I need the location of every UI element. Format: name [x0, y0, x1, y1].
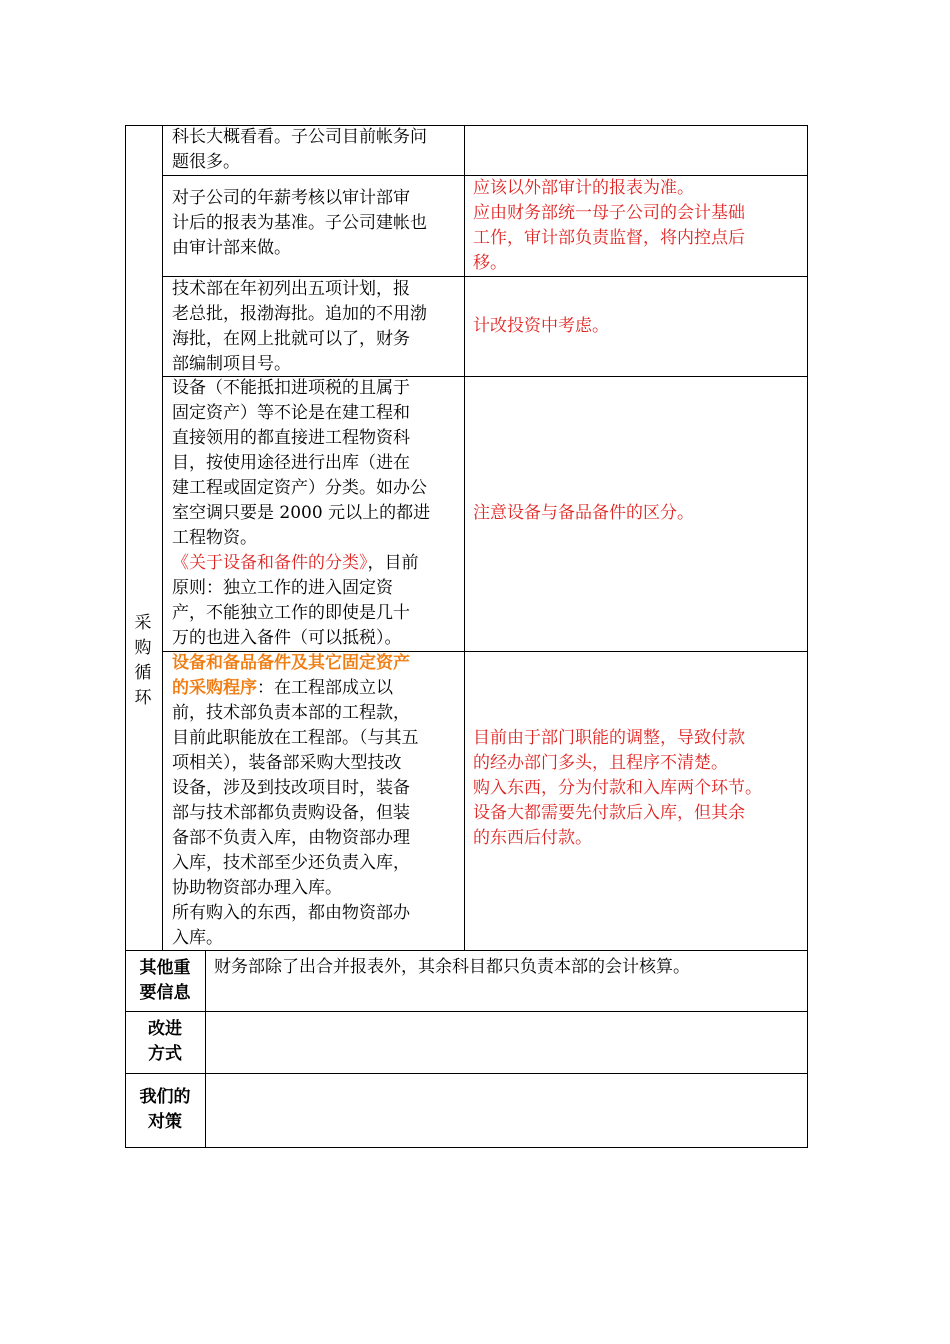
- footer-header-text: 改进: [148, 1019, 182, 1039]
- comment-text-line: 的东西后付款。: [473, 828, 592, 848]
- body-text-line: [172, 551, 419, 576]
- section-label-char: 循: [134, 663, 152, 683]
- body-text-line: 备部不负责入库，由物资部办理: [172, 828, 410, 848]
- body-text-line: 入库。: [172, 928, 223, 948]
- body-text-line: 入库，技术部至少还负责入库，: [172, 853, 410, 873]
- procedure-heading: 设备和备品备件及其它固定资产: [172, 653, 410, 673]
- body-text-line: 原则：独立工作的进入固定资: [172, 578, 393, 598]
- section-label-char: 购: [134, 638, 152, 658]
- body-text-line: 直接领用的都直接进工程物资科: [172, 428, 410, 448]
- comment-text-line: 移。: [473, 253, 507, 273]
- section-label-char: 环: [134, 688, 152, 708]
- comment-text-line: 应由财务部统一母子公司的会计基础: [473, 203, 745, 223]
- body-text-line: 前，技术部负责本部的工程款，: [172, 703, 410, 723]
- body-text-line: 目，按使用途径进行出库（进在: [172, 453, 410, 473]
- body-text-line: 项相关），装备部采购大型技改: [172, 753, 402, 773]
- footer-header-text: 我们的: [139, 1087, 191, 1107]
- body-text-line: 题很多。: [172, 152, 240, 172]
- body-text-line: 计后的报表为基准。子公司建帐也: [172, 213, 427, 233]
- body-text-line: 工程物资。: [172, 528, 257, 548]
- procedure-heading: 的采购程序: [172, 678, 257, 698]
- comment-text-line: 注意设备与备品备件的区分。: [473, 503, 694, 523]
- comment-text-line: 计改投资中考虑。: [473, 316, 609, 336]
- footer-header-text: 其他重: [139, 958, 191, 978]
- comment-text-line: 设备大都需要先付款后入库，但其余: [473, 803, 745, 823]
- body-text-line: 协助物资部办理入库。: [172, 878, 342, 898]
- comment-text-line: 应该以外部审计的报表为准。: [473, 178, 694, 198]
- body-text-line: [172, 676, 393, 701]
- body-text-line: 固定资产）等不论是在建工程和: [172, 403, 410, 423]
- section-label-char: 采: [134, 613, 152, 633]
- body-text-line: 技术部在年初列出五项计划，报: [172, 279, 410, 299]
- section-label-cell: [125, 125, 163, 951]
- body-text-fragment: ，目前: [367, 553, 419, 573]
- body-text-fragment: ：在工程部成立以: [257, 678, 393, 698]
- body-text-line: 室空调只要是 2000 元以上的都进: [172, 503, 431, 523]
- footer-content-text: 财务部除了出合并报表外，其余科目都只负责本部的会计核算。: [214, 957, 690, 977]
- body-text-line: 部与技术部都负责购设备，但装: [172, 803, 410, 823]
- body-text-line: 设备，涉及到技改项目时，装备: [172, 778, 410, 798]
- footer-header-text: 要信息: [139, 983, 191, 1003]
- body-text-line: 由审计部来做。: [172, 238, 291, 258]
- body-text-line: 部编制项目号。: [172, 354, 291, 374]
- comment-text-line: 的经办部门多头，且程序不清楚。: [473, 753, 728, 773]
- comment-text-line: 购入东西，分为付款和入库两个环节。: [473, 778, 762, 798]
- right-cell: [464, 125, 808, 176]
- body-text-line: 设备（不能抵扣进项税的且属于: [172, 378, 410, 398]
- footer-header-text: 对策: [148, 1112, 182, 1132]
- body-text-line: 科长大概看看。子公司目前帐务问: [172, 127, 427, 147]
- footer-content-cell: [205, 1073, 808, 1148]
- comment-text-line: 目前由于部门职能的调整，导致付款: [473, 728, 745, 748]
- body-text-line: 万的也进入备件（可以抵税）。: [172, 628, 402, 648]
- body-text-line: 海批，在网上批就可以了，财务: [172, 329, 410, 349]
- footer-header-text: 方式: [148, 1044, 182, 1064]
- body-text-line: 建工程或固定资产）分类。如办公: [172, 478, 427, 498]
- document-reference-title: 《关于设备和备件的分类》: [172, 553, 368, 573]
- body-text-line: 所有购入的东西，都由物资部办: [172, 903, 410, 923]
- body-text-line: 目前此职能放在工程部。（与其五: [172, 728, 419, 748]
- body-text-line: 对子公司的年薪考核以审计部审: [172, 188, 410, 208]
- footer-content-cell: [205, 1011, 808, 1074]
- comment-text-line: 工作，审计部负责监督，将内控点后: [473, 228, 745, 248]
- body-text-line: 产，不能独立工作的即使是几十: [172, 603, 410, 623]
- body-text-line: 老总批，报渤海批。追加的不用渤: [172, 304, 427, 324]
